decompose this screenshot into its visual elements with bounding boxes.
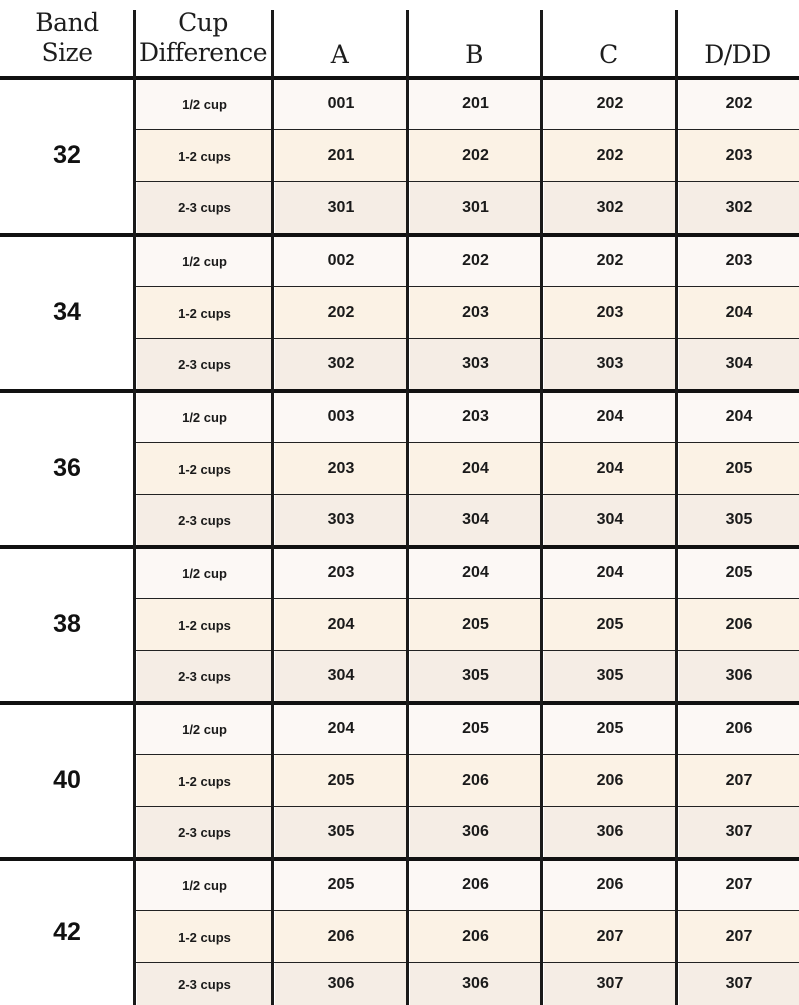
header-d-dd xyxy=(676,0,799,76)
header-c xyxy=(541,0,676,76)
header-text: A xyxy=(330,40,349,69)
size-value-cell: 202 xyxy=(410,235,541,287)
cup-difference-cell: 1/2 cup xyxy=(137,235,272,287)
size-value-cell: 207 xyxy=(544,911,676,963)
size-value-cell: 303 xyxy=(410,339,541,389)
size-value-cell: 304 xyxy=(544,495,676,545)
band-divider xyxy=(0,76,799,80)
size-value-cell: 206 xyxy=(679,599,799,651)
size-value-cell: 202 xyxy=(544,130,676,182)
header-text: B xyxy=(465,40,483,69)
cup-difference-cell: 1/2 cup xyxy=(137,391,272,443)
size-value-cell: 206 xyxy=(544,859,676,911)
header-text: D/DD xyxy=(704,40,771,69)
header-text: Cup xyxy=(178,8,228,37)
size-value-cell: 306 xyxy=(410,807,541,857)
size-value-cell: 205 xyxy=(275,755,407,807)
size-value-cell: 207 xyxy=(679,859,799,911)
size-value-cell: 303 xyxy=(544,339,676,389)
band-divider xyxy=(0,545,799,549)
size-value-cell: 204 xyxy=(275,599,407,651)
cup-difference-cell: 2-3 cups xyxy=(137,807,272,857)
size-value-cell: 304 xyxy=(410,495,541,545)
size-value-cell: 003 xyxy=(275,391,407,443)
size-value-cell: 307 xyxy=(679,807,799,857)
cup-difference-cell: 2-3 cups xyxy=(137,495,272,545)
cup-difference-cell: 1-2 cups xyxy=(137,755,272,807)
band-divider xyxy=(0,389,799,393)
header-band-size xyxy=(0,0,134,76)
size-value-cell: 203 xyxy=(679,235,799,287)
size-value-cell: 204 xyxy=(410,443,541,495)
column-divider xyxy=(540,10,543,1005)
size-value-cell: 202 xyxy=(544,78,676,130)
size-value-cell: 206 xyxy=(410,755,541,807)
cup-difference-cell: 1-2 cups xyxy=(137,599,272,651)
size-value-cell: 205 xyxy=(410,599,541,651)
size-value-cell: 307 xyxy=(544,963,676,1005)
column-divider xyxy=(406,10,409,1005)
cup-difference-cell: 1/2 cup xyxy=(137,703,272,755)
size-value-cell: 303 xyxy=(275,495,407,545)
size-value-cell: 204 xyxy=(544,547,676,599)
size-value-cell: 203 xyxy=(679,130,799,182)
size-value-cell: 301 xyxy=(275,182,407,233)
size-value-cell: 306 xyxy=(544,807,676,857)
cup-difference-cell: 1/2 cup xyxy=(137,547,272,599)
cup-difference-cell: 1-2 cups xyxy=(137,911,272,963)
size-value-cell: 203 xyxy=(275,547,407,599)
cup-difference-cell: 2-3 cups xyxy=(137,339,272,389)
size-value-cell: 203 xyxy=(410,287,541,339)
band-size-36: 36 xyxy=(53,453,81,482)
size-value-cell: 306 xyxy=(410,963,541,1005)
band-size-32: 32 xyxy=(53,141,81,169)
size-value-cell: 204 xyxy=(410,547,541,599)
size-value-cell: 203 xyxy=(544,287,676,339)
size-value-cell: 002 xyxy=(275,235,407,287)
column-divider xyxy=(675,10,678,1005)
header-text: Band xyxy=(35,8,99,37)
size-value-cell: 306 xyxy=(679,651,799,701)
band-size-42: 42 xyxy=(53,917,81,946)
size-value-cell: 202 xyxy=(410,130,541,182)
cup-difference-cell: 2-3 cups xyxy=(137,651,272,701)
size-value-cell: 202 xyxy=(679,78,799,130)
size-value-cell: 206 xyxy=(275,911,407,963)
size-value-cell: 305 xyxy=(544,651,676,701)
size-value-cell: 001 xyxy=(275,78,407,130)
size-value-cell: 305 xyxy=(679,495,799,545)
size-value-cell: 307 xyxy=(679,963,799,1005)
size-value-cell: 205 xyxy=(410,703,541,755)
header-text: Size xyxy=(41,38,93,67)
band-divider xyxy=(0,857,799,861)
size-value-cell: 206 xyxy=(544,755,676,807)
band-size-34: 34 xyxy=(53,297,81,326)
size-value-cell: 204 xyxy=(679,391,799,443)
column-divider xyxy=(271,10,274,1005)
size-value-cell: 206 xyxy=(410,911,541,963)
size-value-cell: 201 xyxy=(410,78,541,130)
size-value-cell: 205 xyxy=(544,703,676,755)
size-value-cell: 301 xyxy=(410,182,541,233)
cup-difference-cell: 1/2 cup xyxy=(137,78,272,130)
size-value-cell: 302 xyxy=(275,339,407,389)
size-value-cell: 306 xyxy=(275,963,407,1005)
size-value-cell: 305 xyxy=(410,651,541,701)
size-value-cell: 202 xyxy=(275,287,407,339)
cup-difference-cell: 1-2 cups xyxy=(137,443,272,495)
size-value-cell: 205 xyxy=(679,547,799,599)
cup-difference-cell: 2-3 cups xyxy=(137,182,272,233)
cup-difference-cell: 1/2 cup xyxy=(137,859,272,911)
band-size-38: 38 xyxy=(53,609,81,638)
cup-difference-cell: 1-2 cups xyxy=(137,287,272,339)
size-value-cell: 205 xyxy=(275,859,407,911)
cup-difference-cell: 1-2 cups xyxy=(137,130,272,182)
size-value-cell: 201 xyxy=(275,130,407,182)
size-value-cell: 304 xyxy=(679,339,799,389)
band-divider xyxy=(0,701,799,705)
size-value-cell: 205 xyxy=(544,599,676,651)
size-value-cell: 204 xyxy=(544,443,676,495)
size-value-cell: 204 xyxy=(275,703,407,755)
header-text: C xyxy=(599,40,618,69)
size-value-cell: 207 xyxy=(679,755,799,807)
size-value-cell: 302 xyxy=(544,182,676,233)
size-value-cell: 204 xyxy=(679,287,799,339)
size-value-cell: 203 xyxy=(410,391,541,443)
size-value-cell: 305 xyxy=(275,807,407,857)
size-value-cell: 203 xyxy=(275,443,407,495)
size-value-cell: 202 xyxy=(544,235,676,287)
size-value-cell: 205 xyxy=(679,443,799,495)
size-value-cell: 302 xyxy=(679,182,799,233)
size-value-cell: 207 xyxy=(679,911,799,963)
column-divider xyxy=(133,10,136,1005)
size-value-cell: 206 xyxy=(679,703,799,755)
cup-difference-cell: 2-3 cups xyxy=(137,963,272,1005)
band-divider xyxy=(0,233,799,237)
header-b xyxy=(407,0,541,76)
header-cup-difference xyxy=(134,0,272,76)
band-size-40: 40 xyxy=(53,765,81,794)
header-a xyxy=(272,0,407,76)
size-value-cell: 204 xyxy=(544,391,676,443)
header-text: Difference xyxy=(139,38,267,67)
size-value-cell: 304 xyxy=(275,651,407,701)
size-value-cell: 206 xyxy=(410,859,541,911)
